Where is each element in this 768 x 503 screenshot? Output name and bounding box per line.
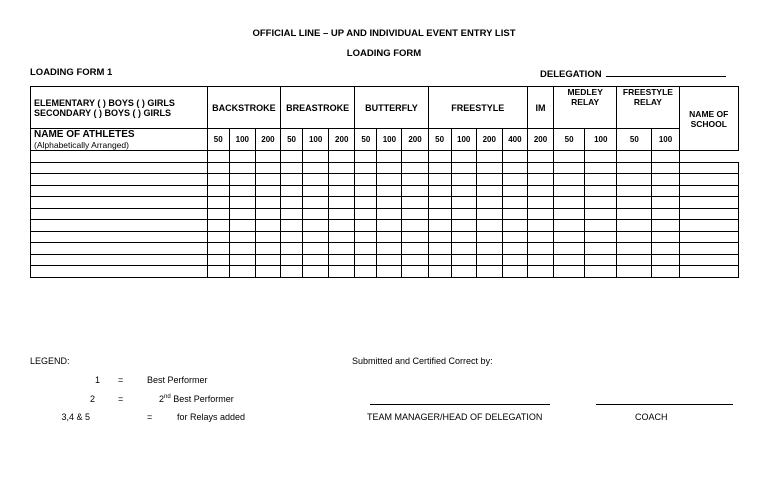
entry-cell[interactable]: [502, 151, 527, 163]
entry-cell[interactable]: [502, 197, 527, 209]
entry-cell[interactable]: [402, 266, 428, 278]
legend-text-3: for Relays added: [177, 412, 246, 422]
entry-cell[interactable]: [502, 174, 527, 186]
entry-cell[interactable]: [451, 197, 476, 209]
athlete-name-cell[interactable]: [31, 197, 208, 209]
entry-cell[interactable]: [476, 266, 502, 278]
entry-cell[interactable]: [281, 151, 303, 163]
entry-table: [30, 86, 739, 278]
event-backstroke: BACKSTROKE: [207, 87, 280, 129]
form-title: OFFICIAL LINE – UP AND INDIVIDUAL EVENT ENTRY LIST: [252, 28, 516, 39]
entry-cell[interactable]: [377, 254, 402, 266]
distance-cell: 400: [502, 129, 527, 151]
entry-cell[interactable]: [355, 208, 377, 220]
entry-cell[interactable]: [377, 266, 402, 278]
entry-cell[interactable]: [281, 185, 303, 197]
legend-code-1: 1: [94, 375, 100, 385]
loading-form-label: LOADING FORM 1: [30, 67, 113, 78]
entry-cell[interactable]: [652, 162, 679, 174]
legend-prefix-2: 2: [159, 394, 165, 404]
entry-cell[interactable]: [585, 151, 617, 163]
entry-cell[interactable]: [281, 254, 303, 266]
entry-cell[interactable]: [207, 174, 229, 186]
entry-cell[interactable]: [207, 266, 229, 278]
entry-cell[interactable]: [329, 197, 355, 209]
legend-eq-1: =: [118, 375, 124, 385]
entry-cell[interactable]: [377, 162, 402, 174]
entry-cell[interactable]: [451, 266, 476, 278]
distance-cell: 200: [476, 129, 502, 151]
entry-cell[interactable]: [585, 185, 617, 197]
entry-cell[interactable]: [502, 243, 527, 255]
athlete-row: [31, 151, 739, 163]
entry-cell[interactable]: [451, 231, 476, 243]
entry-cell[interactable]: [476, 243, 502, 255]
entry-cell[interactable]: [207, 185, 229, 197]
entry-cell[interactable]: [502, 266, 527, 278]
legend-eq-3: =: [147, 412, 153, 422]
entry-cell[interactable]: [502, 208, 527, 220]
entry-cell[interactable]: [554, 254, 585, 266]
entry-cell[interactable]: [617, 185, 652, 197]
entry-cell[interactable]: [229, 174, 255, 186]
entry-cell[interactable]: [451, 151, 476, 163]
entry-cell[interactable]: [428, 254, 451, 266]
athlete-name-cell[interactable]: [31, 254, 208, 266]
entry-cell[interactable]: [585, 220, 617, 232]
entry-cell[interactable]: [451, 243, 476, 255]
entry-cell[interactable]: [207, 197, 229, 209]
entry-cell[interactable]: [229, 231, 255, 243]
entry-cell[interactable]: [554, 231, 585, 243]
distance-cell: 100: [229, 129, 255, 151]
entry-cell[interactable]: [652, 243, 679, 255]
entry-cell[interactable]: [652, 220, 679, 232]
legend-text-2: [159, 394, 234, 404]
athletes-note: (Alphabetically Arranged): [34, 140, 129, 150]
entry-cell[interactable]: [207, 220, 229, 232]
entry-cell[interactable]: [652, 208, 679, 220]
entry-cell[interactable]: [679, 208, 738, 220]
entry-cell[interactable]: [428, 208, 451, 220]
entry-cell[interactable]: [207, 151, 229, 163]
entry-cell[interactable]: [402, 174, 428, 186]
entry-cell[interactable]: [303, 243, 329, 255]
athlete-row: [31, 231, 739, 243]
entry-cell[interactable]: [527, 174, 553, 186]
athlete-name-cell[interactable]: [31, 185, 208, 197]
entry-cell[interactable]: [527, 185, 553, 197]
entry-cell[interactable]: [281, 197, 303, 209]
entry-cell[interactable]: [329, 231, 355, 243]
entry-cell[interactable]: [31, 151, 208, 163]
entry-cell[interactable]: [585, 254, 617, 266]
entry-cell[interactable]: [281, 220, 303, 232]
entry-cell[interactable]: [527, 243, 553, 255]
entry-cell[interactable]: [355, 151, 377, 163]
entry-cell[interactable]: [255, 254, 280, 266]
athlete-name-cell[interactable]: [31, 208, 208, 220]
entry-cell[interactable]: [377, 185, 402, 197]
entry-cell[interactable]: [229, 197, 255, 209]
distance-cell: 50: [554, 129, 585, 151]
athlete-name-cell[interactable]: [31, 231, 208, 243]
entry-cell[interactable]: [451, 254, 476, 266]
entry-cell[interactable]: [527, 151, 553, 163]
entry-cell[interactable]: [652, 231, 679, 243]
entry-cell[interactable]: [527, 208, 553, 220]
entry-cell[interactable]: [585, 174, 617, 186]
event-header-row: [31, 87, 739, 129]
secondary-label: SECONDARY: [34, 107, 92, 118]
coach-signature-line[interactable]: [596, 404, 733, 405]
entry-cell[interactable]: [527, 231, 553, 243]
entry-cell[interactable]: [402, 254, 428, 266]
entry-cell[interactable]: [617, 151, 652, 163]
entry-cell[interactable]: [255, 208, 280, 220]
legend-eq-2: =: [118, 394, 124, 404]
legend-code-2: 2: [89, 394, 95, 404]
athlete-rows: [31, 151, 739, 278]
entry-cell[interactable]: [527, 266, 553, 278]
distance-cell: 100: [303, 129, 329, 151]
entry-cell[interactable]: [652, 185, 679, 197]
entry-cell[interactable]: [554, 243, 585, 255]
delegation-blank-line[interactable]: [606, 67, 726, 77]
entry-cell[interactable]: [377, 243, 402, 255]
event-freestyle-relay: FREESTYLE RELAY: [617, 87, 679, 129]
entry-cell[interactable]: [617, 174, 652, 186]
entry-cell[interactable]: [402, 243, 428, 255]
entry-cell[interactable]: [207, 208, 229, 220]
entry-cell[interactable]: [229, 162, 255, 174]
entry-cell[interactable]: [679, 162, 738, 174]
distance-cell: 50: [281, 129, 303, 151]
entry-cell[interactable]: [329, 220, 355, 232]
entry-cell[interactable]: [207, 243, 229, 255]
entry-cell[interactable]: [679, 231, 738, 243]
entry-cell[interactable]: [554, 151, 585, 163]
entry-cell[interactable]: [303, 231, 329, 243]
athlete-row: [31, 185, 739, 197]
entry-cell[interactable]: [229, 254, 255, 266]
entry-cell[interactable]: [502, 254, 527, 266]
entry-cell[interactable]: [476, 162, 502, 174]
entry-cell[interactable]: [679, 254, 738, 266]
athlete-name-cell[interactable]: [31, 174, 208, 186]
entry-cell[interactable]: [554, 208, 585, 220]
athlete-row: [31, 174, 739, 186]
entry-cell[interactable]: [303, 174, 329, 186]
athletes-header: [31, 129, 208, 151]
entry-cell[interactable]: [255, 162, 280, 174]
entry-cell[interactable]: [229, 208, 255, 220]
entry-cell[interactable]: [617, 208, 652, 220]
entry-cell[interactable]: [329, 266, 355, 278]
entry-cell[interactable]: [281, 162, 303, 174]
entry-cell[interactable]: [303, 162, 329, 174]
entry-cell[interactable]: [355, 266, 377, 278]
entry-cell[interactable]: [502, 231, 527, 243]
entry-cell[interactable]: [679, 185, 738, 197]
entry-cell[interactable]: [255, 266, 280, 278]
legend-text-1: Best Performer: [147, 375, 208, 385]
manager-signature-line[interactable]: [370, 404, 550, 405]
entry-cell[interactable]: [329, 174, 355, 186]
entry-cell[interactable]: [476, 231, 502, 243]
distance-row: [31, 129, 739, 151]
athlete-row: [31, 197, 739, 209]
legend-text-2-body: Best Performer: [170, 394, 234, 404]
entry-cell[interactable]: [652, 266, 679, 278]
entry-cell[interactable]: [585, 266, 617, 278]
entry-cell[interactable]: [255, 220, 280, 232]
entry-cell[interactable]: [303, 220, 329, 232]
legend-label: LEGEND:: [30, 356, 70, 366]
entry-cell[interactable]: [428, 266, 451, 278]
entry-cell[interactable]: [229, 185, 255, 197]
entry-cell[interactable]: [451, 220, 476, 232]
entry-cell[interactable]: [255, 197, 280, 209]
entry-cell[interactable]: [617, 231, 652, 243]
distance-cell: 100: [451, 129, 476, 151]
entry-cell[interactable]: [355, 231, 377, 243]
athlete-row: [31, 266, 739, 278]
entry-cell[interactable]: [377, 151, 402, 163]
athlete-row: [31, 254, 739, 266]
elementary-options[interactable]: ( ) BOYS ( ) GIRLS: [97, 97, 175, 108]
entry-cell[interactable]: [303, 254, 329, 266]
distance-cell: 200: [255, 129, 280, 151]
entry-cell[interactable]: [355, 174, 377, 186]
event-butterfly: BUTTERFLY: [355, 87, 428, 129]
manager-label: TEAM MANAGER/HEAD OF DELEGATION: [367, 412, 543, 422]
entry-cell[interactable]: [679, 174, 738, 186]
entry-cell[interactable]: [355, 243, 377, 255]
entry-cell[interactable]: [476, 174, 502, 186]
coach-label: COACH: [635, 412, 668, 422]
entry-cell[interactable]: [402, 162, 428, 174]
entry-cell[interactable]: [554, 266, 585, 278]
distance-cell: 200: [402, 129, 428, 151]
entry-cell[interactable]: [476, 254, 502, 266]
entry-cell[interactable]: [303, 208, 329, 220]
entry-cell[interactable]: [207, 162, 229, 174]
entry-cell[interactable]: [355, 162, 377, 174]
entry-cell[interactable]: [428, 243, 451, 255]
entry-cell[interactable]: [476, 208, 502, 220]
entry-cell[interactable]: [207, 254, 229, 266]
entry-cell[interactable]: [402, 231, 428, 243]
entry-cell[interactable]: [679, 266, 738, 278]
entry-cell[interactable]: [527, 220, 553, 232]
event-im: IM: [527, 87, 553, 129]
entry-cell[interactable]: [451, 185, 476, 197]
entry-cell[interactable]: [554, 174, 585, 186]
event-breastroke: BREASTROKE: [281, 87, 355, 129]
entry-cell[interactable]: [617, 266, 652, 278]
entry-cell[interactable]: [355, 220, 377, 232]
delegation-field: [540, 67, 726, 80]
entry-cell[interactable]: [554, 197, 585, 209]
entry-cell[interactable]: [679, 197, 738, 209]
entry-cell[interactable]: [502, 162, 527, 174]
entry-cell[interactable]: [617, 243, 652, 255]
entry-cell[interactable]: [554, 220, 585, 232]
entry-cell[interactable]: [502, 220, 527, 232]
elementary-label: ELEMENTARY: [34, 97, 95, 108]
entry-cell[interactable]: [229, 151, 255, 163]
entry-cell[interactable]: [377, 208, 402, 220]
distance-cell: 100: [377, 129, 402, 151]
entry-cell[interactable]: [255, 243, 280, 255]
distance-cell: 50: [428, 129, 451, 151]
entry-cell[interactable]: [402, 151, 428, 163]
entry-cell[interactable]: [329, 151, 355, 163]
entry-cell[interactable]: [355, 185, 377, 197]
entry-cell[interactable]: [585, 208, 617, 220]
athlete-row: [31, 220, 739, 232]
entry-cell[interactable]: [585, 243, 617, 255]
distance-cell: 100: [652, 129, 679, 151]
entry-cell[interactable]: [281, 231, 303, 243]
entry-cell[interactable]: [355, 254, 377, 266]
entry-cell[interactable]: [303, 266, 329, 278]
delegation-label: DELEGATION: [540, 69, 602, 80]
entry-cell[interactable]: [428, 197, 451, 209]
entry-cell[interactable]: [554, 185, 585, 197]
entry-cell[interactable]: [255, 231, 280, 243]
distance-cell: 100: [585, 129, 617, 151]
entry-cell[interactable]: [377, 174, 402, 186]
entry-cell[interactable]: [428, 220, 451, 232]
entry-cell[interactable]: [402, 197, 428, 209]
legend-sup-2: nd: [164, 394, 171, 400]
entry-cell[interactable]: [652, 151, 679, 163]
entry-cell[interactable]: [502, 185, 527, 197]
entry-cell[interactable]: [652, 197, 679, 209]
entry-cell[interactable]: [229, 266, 255, 278]
entry-cell[interactable]: [652, 254, 679, 266]
entry-cell[interactable]: [207, 231, 229, 243]
entry-cell[interactable]: [476, 220, 502, 232]
entry-cell[interactable]: [303, 185, 329, 197]
distance-cell: 50: [355, 129, 377, 151]
entry-cell[interactable]: [281, 174, 303, 186]
entry-cell[interactable]: [402, 208, 428, 220]
entry-cell[interactable]: [402, 185, 428, 197]
entry-cell[interactable]: [679, 243, 738, 255]
legend-code-3: 3,4 & 5: [61, 412, 90, 422]
entry-cell[interactable]: [476, 151, 502, 163]
entry-cell[interactable]: [377, 220, 402, 232]
distance-cell: 50: [207, 129, 229, 151]
entry-cell[interactable]: [255, 151, 280, 163]
entry-cell[interactable]: [329, 254, 355, 266]
name-of-school-header: NAME OF SCHOOL: [679, 87, 738, 151]
athlete-name-cell[interactable]: [31, 220, 208, 232]
athlete-name-cell[interactable]: [31, 243, 208, 255]
entry-cell[interactable]: [476, 185, 502, 197]
entry-cell[interactable]: [303, 197, 329, 209]
entry-cell[interactable]: [451, 162, 476, 174]
athlete-row: [31, 208, 739, 220]
entry-cell[interactable]: [617, 162, 652, 174]
entry-cell[interactable]: [377, 231, 402, 243]
entry-cell[interactable]: [281, 266, 303, 278]
entry-cell[interactable]: [585, 197, 617, 209]
entry-cell[interactable]: [402, 220, 428, 232]
category-cell: [31, 87, 208, 129]
entry-cell[interactable]: [303, 151, 329, 163]
entry-cell[interactable]: [585, 231, 617, 243]
entry-cell[interactable]: [329, 162, 355, 174]
athlete-name-cell[interactable]: [31, 266, 208, 278]
submitted-label: Submitted and Certified Correct by:: [352, 356, 493, 366]
secondary-options[interactable]: ( ) BOYS ( ) GIRLS: [93, 107, 172, 118]
entry-cell[interactable]: [329, 208, 355, 220]
entry-cell[interactable]: [229, 220, 255, 232]
entry-cell[interactable]: [329, 185, 355, 197]
entry-cell[interactable]: [281, 243, 303, 255]
entry-cell[interactable]: [554, 162, 585, 174]
distance-cell: 200: [527, 129, 553, 151]
entry-cell[interactable]: [255, 185, 280, 197]
entry-cell[interactable]: [617, 254, 652, 266]
entry-cell[interactable]: [617, 220, 652, 232]
event-medley-relay: MEDLEY RELAY: [554, 87, 617, 129]
entry-cell[interactable]: [527, 162, 553, 174]
entry-cell[interactable]: [428, 185, 451, 197]
entry-cell[interactable]: [652, 174, 679, 186]
entry-cell[interactable]: [476, 197, 502, 209]
entry-cell[interactable]: [585, 162, 617, 174]
entry-cell[interactable]: [527, 254, 553, 266]
event-freestyle: FREESTYLE: [428, 87, 527, 129]
entry-cell[interactable]: [451, 174, 476, 186]
entry-cell[interactable]: [281, 208, 303, 220]
entry-cell[interactable]: [428, 151, 451, 163]
entry-cell[interactable]: [229, 243, 255, 255]
entry-cell[interactable]: [428, 231, 451, 243]
athletes-title: NAME OF ATHLETES: [34, 129, 135, 140]
form-subtitle: LOADING FORM: [346, 48, 422, 59]
entry-cell[interactable]: [255, 174, 280, 186]
athlete-row: [31, 243, 739, 255]
entry-cell[interactable]: [451, 208, 476, 220]
entry-cell[interactable]: [428, 162, 451, 174]
entry-cell[interactable]: [679, 220, 738, 232]
entry-cell[interactable]: [527, 197, 553, 209]
distance-cell: 200: [329, 129, 355, 151]
entry-cell[interactable]: [617, 197, 652, 209]
distance-cell: 50: [617, 129, 652, 151]
athlete-row: [31, 162, 739, 174]
entry-cell[interactable]: [355, 197, 377, 209]
entry-cell[interactable]: [428, 174, 451, 186]
entry-cell[interactable]: [377, 197, 402, 209]
athlete-name-cell[interactable]: [31, 162, 208, 174]
entry-cell[interactable]: [329, 243, 355, 255]
